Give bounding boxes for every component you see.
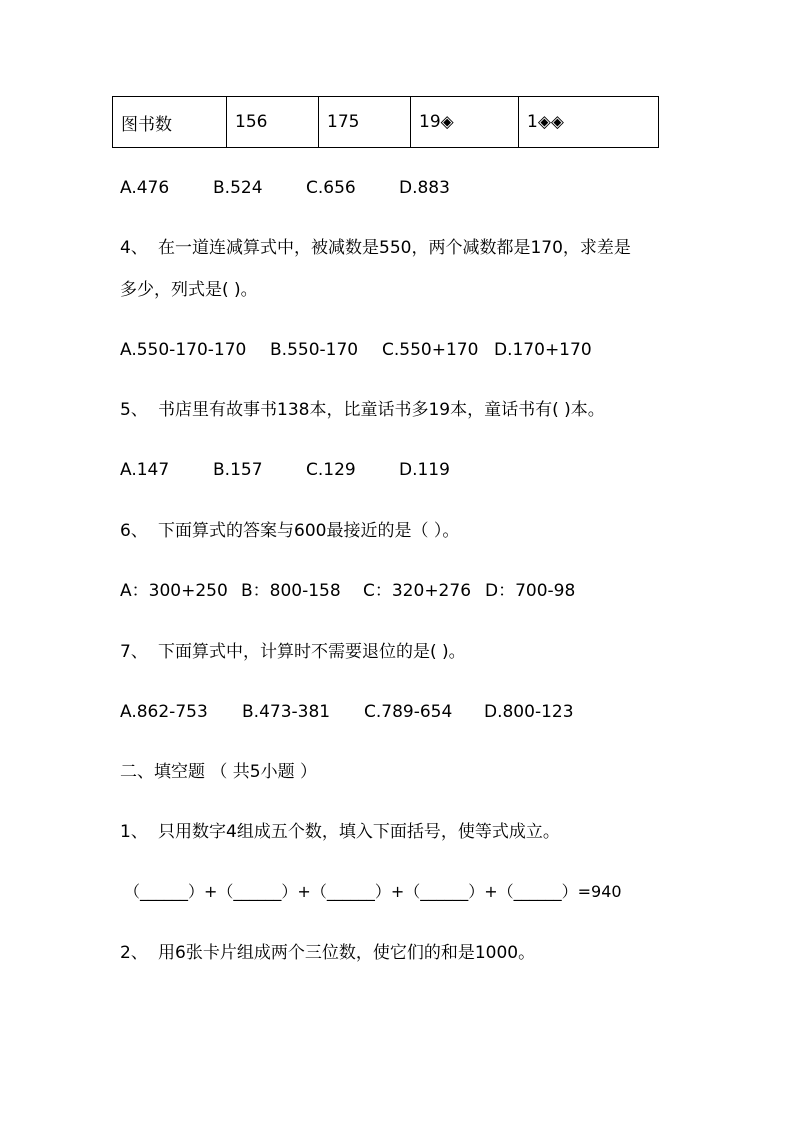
question-number: 6、 (120, 521, 148, 541)
question-text: 书店里有故事书138本，比童话书多19本，童话书有( )本。 (158, 400, 605, 420)
book-count-table (112, 96, 659, 148)
fill-question-1 (120, 820, 560, 844)
question-number: 2、 (120, 943, 148, 963)
question-5 (120, 398, 605, 422)
table-cell: 图书数 (113, 97, 227, 148)
question-text: 下面算式中，计算时不需要退位的是( )。 (158, 642, 466, 662)
option: C.789-654 (364, 702, 453, 722)
option: C.656 (306, 178, 356, 198)
question-number: 7、 (120, 642, 148, 662)
q4-options (120, 338, 592, 362)
table-cell: 156 (227, 97, 319, 148)
question-text: 用6张卡片组成两个三位数，使它们的和是1000。 (158, 943, 536, 963)
option: D.800-123 (484, 702, 574, 722)
question-number: 5、 (120, 400, 148, 420)
question-7 (120, 640, 466, 664)
question-text: 多少，列式是( )。 (120, 280, 258, 300)
option: A.862-753 (120, 702, 208, 722)
question-text: 在一道连减算式中，被减数是550，两个减数都是170，求差是 (158, 238, 631, 258)
question-4-continued (120, 278, 258, 302)
option: A.147 (120, 460, 170, 480)
table-cell: 19◈ (411, 97, 519, 148)
option: B.550-170 (270, 340, 359, 360)
option: A.550-170-170 (120, 340, 247, 360)
question-number: 4、 (120, 238, 148, 258)
question-number: 1、 (120, 822, 148, 842)
q6-options (120, 579, 575, 603)
option: D.170+170 (494, 340, 592, 360)
option: B.524 (213, 178, 263, 198)
q5-options (120, 458, 450, 482)
option: D.119 (399, 460, 450, 480)
option: C.129 (306, 460, 356, 480)
q7-options (120, 700, 574, 724)
option: D.883 (399, 178, 450, 198)
option: A.476 (120, 178, 170, 198)
option: B：800-158 (241, 581, 341, 601)
option: C：320+276 (363, 581, 472, 601)
fill-question-2 (120, 941, 535, 965)
q3-options (120, 176, 450, 200)
option: B.473-381 (242, 702, 331, 722)
question-6 (120, 519, 459, 543)
option: B.157 (213, 460, 263, 480)
option: C.550+170 (382, 340, 479, 360)
fill-equation: （______）+（______）+（______）+（______）+（______）=940 (124, 882, 622, 901)
section-2-title: 二、填空题 （ 共5小题 ） (120, 762, 318, 782)
table-cell: 1◈◈ (519, 97, 659, 148)
question-text: 只用数字4组成五个数，填入下面括号，使等式成立。 (158, 822, 560, 842)
option: A：300+250 (120, 581, 228, 601)
table-cell: 175 (319, 97, 411, 148)
question-4 (120, 236, 631, 260)
question-text: 下面算式的答案与600最接近的是（ ）。 (158, 521, 460, 541)
option: D：700-98 (485, 581, 576, 601)
table-row (113, 97, 659, 148)
